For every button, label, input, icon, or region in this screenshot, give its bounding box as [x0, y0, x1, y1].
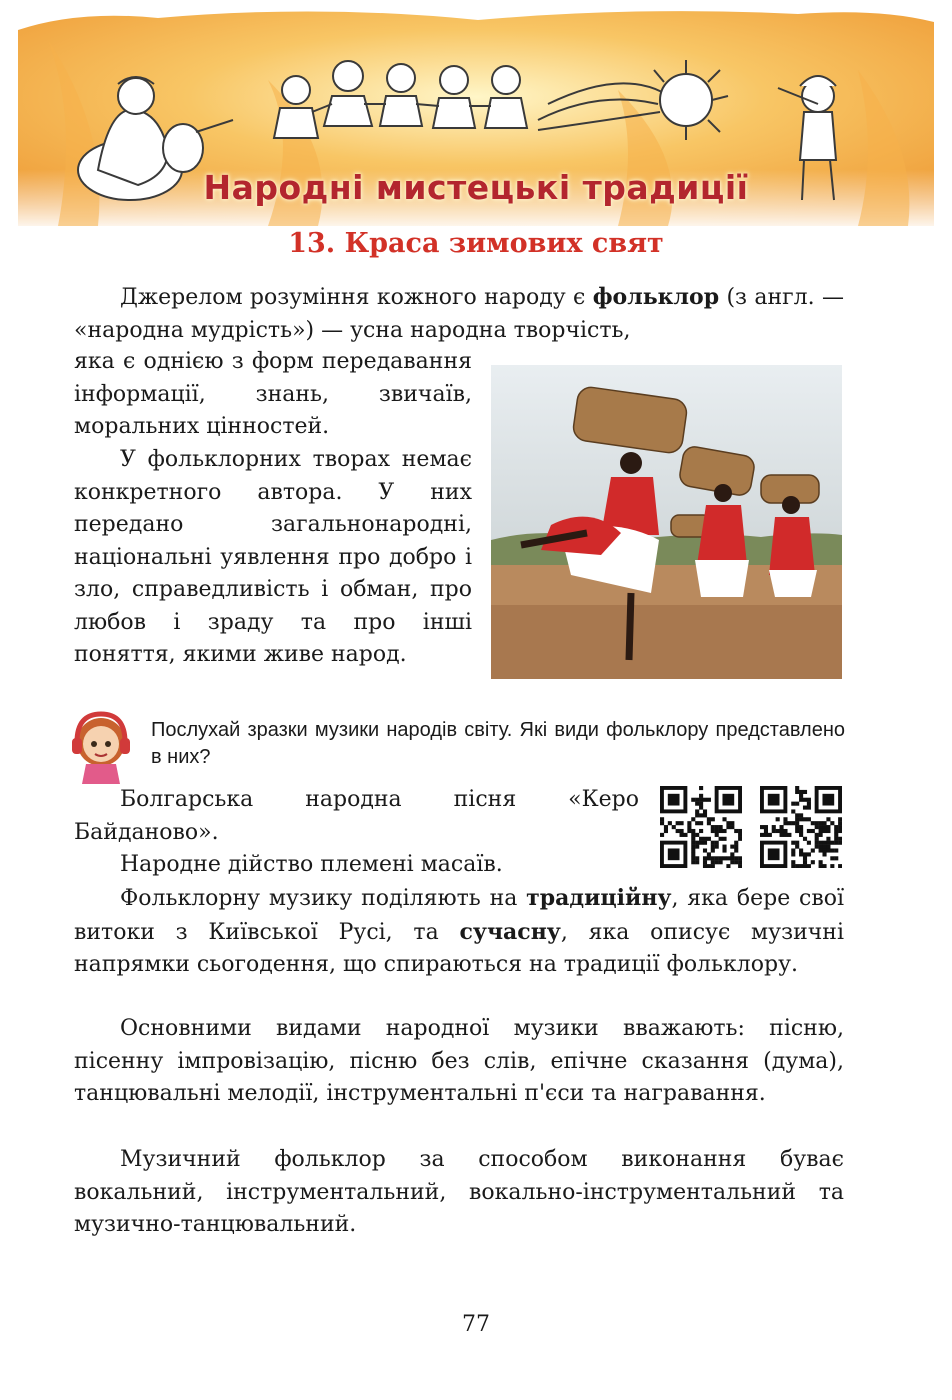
kinds-paragraph: Основними видами народної музики вважають: пісню, пісенну імпровізацію, пісню без слів, епічне сказання (дума), танцювальні мелодії, інструментальні п'єси та награвання.: [74, 1016, 844, 1106]
term-modern: сучасну: [459, 918, 561, 945]
listening-task: Послухай зразки музики народів світу. Які види фольклору представлено в них?: [151, 719, 845, 768]
performance-paragraph: Музичний фольклор за способом виконання буває вокальний, інструментальний, вокально-інструментальний та музично-танцювальний.: [74, 1147, 844, 1237]
intro-text: Джерелом розуміння кожного народу є: [120, 285, 593, 310]
intro-continuation: яка є однією з форм передавання інформації, знань, звичаїв, моральних цінностей.: [74, 349, 472, 439]
term-folklore: фольклор: [592, 284, 720, 310]
types-text-3: , яка описує музичні напрямки сьогодення, що спираються на традиції фольклору.: [74, 919, 845, 977]
folklore-paragraph: У фольклорних творах немає конкретного автора. У них передано загальнонародні, національні уявлення про добро і зло, справедливість і обман, про любов і зраду та про інші поняття, якими живе народ.: [74, 447, 472, 667]
intro-text-after: (з англ. — «народна мудрість») — усна народна творчість,: [74, 285, 844, 343]
lesson-title: 13. Краса зимових свят: [288, 228, 664, 259]
qr-code-bulgarian-song[interactable]: [660, 786, 742, 868]
drummers-photo: [491, 365, 842, 679]
intro-paragraph: [74, 281, 844, 347]
term-traditional: традиційну: [526, 885, 672, 911]
listening-item-bulgarian-song: Болгарська народна пісня «Керо Байданово».: [74, 787, 639, 845]
types-text-2: , яка бере свої витоки з Київської Русі, та: [74, 886, 844, 945]
listening-item-masai: Народне дійство племені масаїв.: [120, 852, 503, 877]
types-text-1: Фольклорну музику поділяють на: [120, 886, 527, 911]
page-number: 77: [462, 1312, 490, 1337]
chapter-banner: [18, 0, 934, 226]
types-paragraph: [74, 882, 844, 982]
banner-title: Народні мистецькі традиції: [203, 168, 749, 207]
listening-girl-icon: [68, 708, 134, 784]
qr-code-masai[interactable]: [760, 786, 842, 868]
